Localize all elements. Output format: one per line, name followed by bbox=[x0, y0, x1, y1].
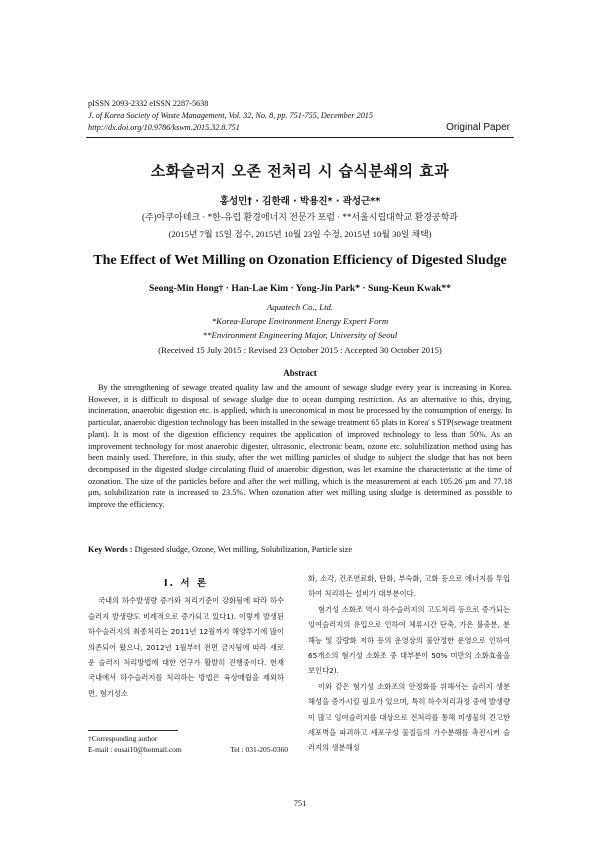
article-type-label: Original Paper bbox=[446, 122, 510, 133]
contact-line bbox=[88, 744, 288, 755]
affiliation-2: *Korea-Europe Environment Energy Expert Form bbox=[211, 316, 389, 326]
header-divider bbox=[86, 137, 514, 138]
journal-citation: J. of Korea Society of Waste Management, Vol. 32, No. 8, pp. 751-755, December 2015 bbox=[88, 111, 373, 120]
korean-authors: 홍성민† · 김한래 · 박용진* · 곽성근** bbox=[219, 196, 381, 207]
english-authors: Seong-Min Hong† · Han-Lae Kim · Yong-Jin Park* · Sung-Keun Kwak** bbox=[149, 283, 451, 294]
left-column bbox=[88, 576, 284, 701]
author-phone: Tel : 031-205-0360 bbox=[230, 745, 288, 754]
intro-paragraph-3: 이와 같은 혐기성 소화조의 안정화를 위해서는 슬러지 생분해성을 증가시킬 필요가 있으며, 특히 하수처리과정 중에 발생량이 많고 잉여슬러지를 대상으로 전처리를 통해 미생물의 견고한 세포벽을 파괴하고 세포구성 물질들의 가수분해를 촉진시켜 슬러지의 생분해성 bbox=[308, 681, 510, 753]
section-heading: I. 서 론 bbox=[163, 578, 209, 589]
keywords bbox=[88, 545, 512, 554]
intro-paragraph-1-cont: 화, 소각, 건조연료화, 탄화, 부숙화, 고화 등으로 에너지를 투입하여 처리하는 설비가 대부분이다. bbox=[308, 574, 510, 599]
abstract-text: By the strengthening of sewage treated quality law and the amount of sewage sludge every year is increasing in Korea. However, it is difficult to disposal of sewage sludge due to ocean dumping restriction. As an alternative to this, drying, incineration, anaerobic digestion etc. is applied, which is uneconomical in most be processed by the consumption of energy. In particular, anaerobic digestion technology has been installed in the sewage treatment 65 plats in Korea' s STP(sewage treatment plant). It is most of the digestion efficiency requires the application of improved technology to less than 50%. As an improvement technology for most anaerobic digester, ultrasonic, electronic beam, ozone etc. solubilization method using has been mainly used. Therefore, in this study, after the wet milling particles of sludge to subject the sludge that has not been decomposed in the digested sludge circulating fluid of anaerobic digestion, was let examine the characteristic at the time of ozonation. The size of the particles before and after the wet milling, which is the measurement at each 105.26 μm and 77.18 μm, solubilization rate is increased to 23.5%. When ozonation after wet milling using sludge is determined as possible to improve the efficiency. bbox=[88, 383, 512, 510]
korean-dates: (2015년 7월 15일 접수, 2015년 10월 23일 수정, 2015년 10월 30일 채택) bbox=[168, 229, 432, 239]
keywords-label: Key Words : bbox=[88, 545, 133, 554]
korean-title: 소화슬러지 오존 전처리 시 습식분쇄의 효과 bbox=[150, 162, 450, 180]
author-email[interactable]: E-mail : eusai10@hotmail.com bbox=[88, 745, 182, 754]
abstract-heading: Abstract bbox=[283, 368, 317, 378]
affiliation-3: **Environment Engineering Major, University of Seoul bbox=[202, 330, 398, 340]
korean-affiliations: (주)아쿠아테크 · *한-유럽 환경에너지 전문가 포럼 · **서울시립대학교 환경공학과 bbox=[141, 212, 458, 222]
english-title: The Effect of Wet Milling on Ozonation Efficiency of Digested Sludge bbox=[93, 253, 507, 268]
intro-paragraph-1: 국내의 하수발생량 증가와 처리기준이 강화됨에 따라 하수슬러지 발생량도 비례적으로 증가되고 있다1). 이렇게 발생된 하수슬러지의 최종처리는 2011년 12월까지 해양투기에 많이 의존되어 왔으나, 2012년 1월부터 전면 금지됨에 따라 새로운 슬러지 처리방법에 대한 연구가 활발히 진행중이다. 현재 국내에서 하수슬러지를 처리하는 방법은 육상매립을 제외하면, 혐기성소 bbox=[88, 596, 284, 698]
intro-paragraph-2: 혐기성 소화조 역시 하수슬러지의 고도처리 등으로 증가되는 잉여슬러지의 유입으로 인하여 체류시간 단축, 가온 불충분, 분해능 및 감량화 저하 등의 운영상의 불안정한 운영으로 인하여 65개소의 혐기성 소화조 중 대부분이 50% 미만의 소화효율을 보인다2). bbox=[308, 604, 510, 676]
page-number: 751 bbox=[293, 798, 307, 808]
issn: pISSN 2093-2332 eISSN 2287-5638 bbox=[88, 99, 209, 108]
right-column bbox=[308, 571, 510, 756]
english-dates: (Received 15 July 2015 : Revised 23 October 2015 : Accepted 30 October 2015) bbox=[158, 345, 442, 355]
keywords-list: Digested sludge, Ozone, Wet milling, Solubilization, Particle size bbox=[134, 545, 353, 554]
footnote-divider bbox=[88, 730, 178, 731]
doi-link[interactable]: http://dx.doi.org/10.9786/kswm.2015.32.8.751 bbox=[88, 123, 240, 132]
corresponding-author-note: †Corresponding author bbox=[88, 734, 158, 743]
affiliation-1: Aquatech Co., Ltd. bbox=[266, 302, 334, 312]
